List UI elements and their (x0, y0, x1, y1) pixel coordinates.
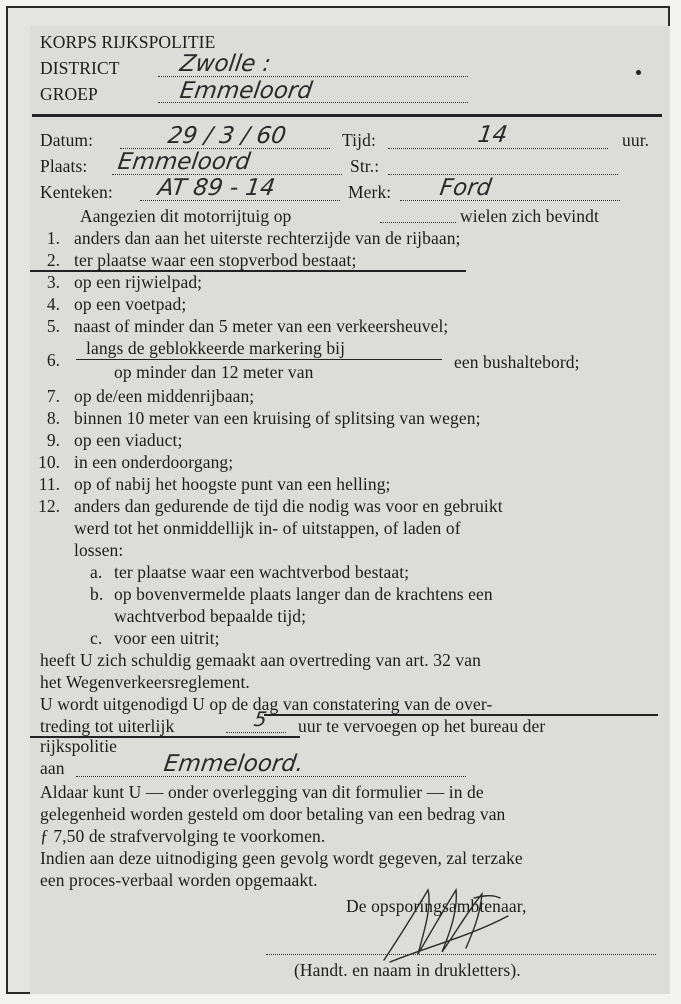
signature-line (266, 954, 656, 955)
sub-letter: c. (90, 628, 103, 648)
intro-text-end: wielen zich bevindt (460, 206, 599, 226)
intro-text: Aangezien dit motorrijtuig op (80, 206, 292, 226)
item-number: 6. (46, 350, 60, 370)
time-value: 5 (252, 707, 269, 731)
invitation-text: rijkspolitie (40, 736, 118, 756)
item-text: op een voetpad; (74, 294, 187, 314)
item-6-tail: een bushaltebord; (454, 352, 580, 372)
item-text: werd tot het onmiddellijk in- of uitstappen, of laden of (74, 518, 461, 538)
korps-heading: KORPS RIJKSPOLITIE (40, 32, 216, 52)
item-text: op een viaduct; (74, 430, 183, 450)
invitation-text: treding tot uiterlijk (40, 716, 175, 736)
datum-label: Datum: (40, 130, 94, 150)
plaats-value: Emmeloord (116, 149, 252, 175)
item-6-bottom: op minder dan 12 meter van (114, 362, 314, 382)
body-text: een proces-verbaal worden opgemaakt. (40, 870, 318, 890)
sub-letter: a. (90, 562, 103, 582)
item-text: lossen: (74, 540, 124, 560)
item-number: 12. (38, 496, 60, 516)
kenteken-value: AT 89 - 14 (156, 175, 277, 201)
item-text: anders dan aan het uiterste rechterzijde van de rijbaan; (74, 228, 461, 248)
sub-letter: b. (90, 584, 104, 604)
item-6-fraction-line (76, 359, 442, 360)
header-divider (32, 114, 662, 117)
sub-text: voor een uitrit; (114, 628, 220, 648)
merk-line (400, 200, 620, 201)
body-text: Indien aan deze uitnodiging geen gevolg wordt gegeven, zal terzake (40, 848, 523, 868)
str-line (388, 174, 618, 175)
item-text: binnen 10 meter van een kruising of splitsing van wegen; (74, 408, 481, 428)
kenteken-label: Kenteken: (40, 182, 113, 202)
item-number: 2. (46, 250, 60, 270)
item-number: 1. (46, 228, 60, 248)
tijd-value: 14 (476, 122, 510, 148)
body-text: heeft U zich schuldig gemaakt aan overtreding van art. 32 van (40, 650, 482, 670)
handwritten-signature (370, 876, 520, 966)
district-label: DISTRICT (40, 58, 120, 78)
signature-title: De opsporingsambtenaar, (346, 896, 527, 916)
item-6-top: langs de geblokkeerde markering bij (86, 338, 346, 358)
groep-label: GROEP (40, 84, 98, 104)
item-number: 9. (46, 430, 60, 450)
item-number: 8. (46, 408, 60, 428)
item-text: in een onderdoorgang; (74, 452, 234, 472)
body-text: Aldaar kunt U — onder overlegging van dit formulier — in de (40, 782, 484, 802)
uur-label: uur. (622, 130, 650, 150)
merk-value: Ford (438, 175, 494, 201)
tijd-line (388, 148, 608, 149)
time-line (226, 732, 286, 733)
item-number: 5. (46, 316, 60, 336)
body-text: gelegenheid worden gesteld om door betaling van een bedrag van (40, 804, 506, 824)
aan-value: Emmeloord. (162, 751, 306, 777)
item-text: op een rijwielpad; (74, 272, 203, 292)
item-number: 3. (46, 272, 60, 292)
item-text: op of nabij het hoogste punt van een helling; (74, 474, 391, 494)
plaats-label: Plaats: (40, 156, 88, 176)
invitation-text: U wordt uitgenodigd U op de dag van constatering van de over- (40, 694, 493, 714)
item-number: 10. (38, 452, 60, 472)
signature-caption: (Handt. en naam in drukletters). (294, 960, 521, 980)
ink-dot (636, 70, 641, 75)
item-number: 7. (46, 386, 60, 406)
citation-form (30, 26, 670, 994)
body-text: het Wegenverkeersreglement. (40, 672, 250, 692)
groep-value: Emmeloord (178, 78, 314, 104)
merk-label: Merk: (348, 182, 392, 202)
document-frame (6, 6, 670, 994)
item-number: 11. (38, 474, 60, 494)
item-text: anders dan gedurende de tijd die nodig was voor en gebruikt (74, 496, 503, 516)
item-text-selected: ter plaatse waar een stopverbod bestaat; (74, 250, 357, 270)
wheels-line (380, 222, 456, 223)
invitation-text: uur te vervoegen op het bureau der (298, 716, 546, 736)
sub-text: ter plaatse waar een wachtverbod bestaat; (114, 562, 410, 582)
body-text: ƒ 7,50 de strafvervolging te voorkomen. (40, 826, 326, 846)
str-label: Str.: (350, 156, 380, 176)
item-text: op de/een middenrijbaan; (74, 386, 255, 406)
datum-value: 29 / 3 / 60 (166, 123, 288, 149)
item-number: 4. (46, 294, 60, 314)
aan-label: aan (40, 758, 65, 778)
item-text: naast of minder dan 5 meter van een verkeersheuvel; (74, 316, 449, 336)
tijd-label: Tijd: (342, 130, 376, 150)
sub-text: op bovenvermelde plaats langer dan de krachtens een (114, 584, 493, 604)
district-value: Zwolle : (178, 51, 273, 77)
sub-text: wachtverbod bepaalde tijd; (114, 606, 307, 626)
